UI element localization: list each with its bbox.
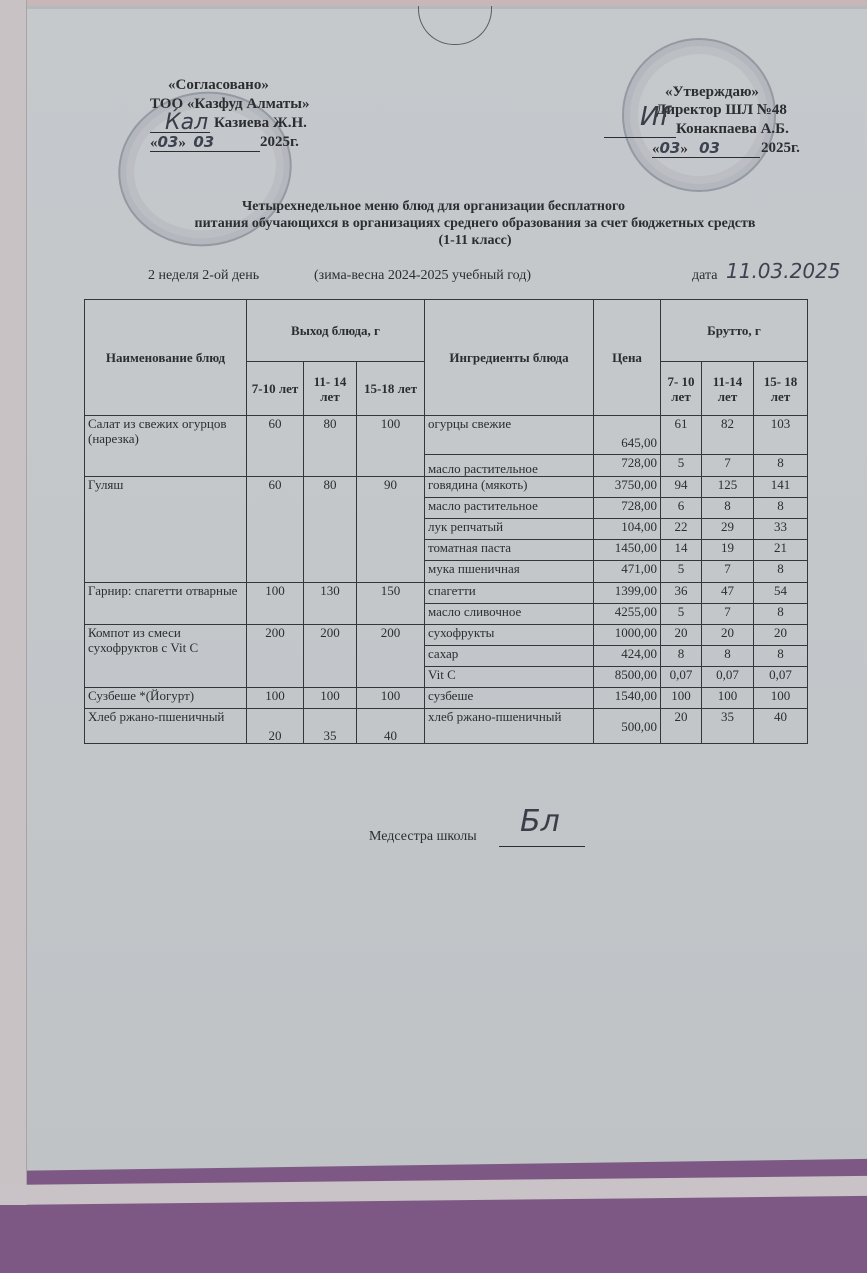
gross-15-18: 8 <box>754 561 808 583</box>
gross-15-18: 33 <box>754 519 808 540</box>
ingredient-name: масло сливочное <box>425 604 594 625</box>
gross-7-10: 0,07 <box>661 667 702 688</box>
dish-out-15-18: 150 <box>357 583 425 625</box>
gross-7-10: 14 <box>661 540 702 561</box>
approval-left-day: 03 <box>157 133 179 151</box>
ingredient-price: 1450,00 <box>594 540 661 561</box>
ingredient-name: говядина (мякоть) <box>425 477 594 498</box>
dish-out-11-14: 80 <box>304 477 357 583</box>
dish-out-7-10: 100 <box>247 583 304 625</box>
ingredient-price: 4255,00 <box>594 604 661 625</box>
dish-name: Компот из смеси сухофруктов с Vit C <box>85 625 247 688</box>
week-day: 2 неделя 2-ой день <box>148 268 260 283</box>
gross-7-10: 6 <box>661 498 702 519</box>
table-row <box>85 625 808 646</box>
ingredient-price: 1399,00 <box>594 583 661 604</box>
dish-name: Салат из свежих огурцов (нарезка) <box>85 416 247 477</box>
dish-out-11-14: 80 <box>304 416 357 477</box>
table-row <box>85 688 808 709</box>
gross-15-18: 20 <box>754 625 808 646</box>
ingredient-name: спагетти <box>425 583 594 604</box>
approval-right-signatory: Конакпаева А.Б. <box>676 121 789 137</box>
menu-table <box>84 299 808 744</box>
date-line-right <box>652 157 760 158</box>
gross-7-10: 36 <box>661 583 702 604</box>
dish-out-7-10: 20 <box>247 709 304 744</box>
document-title-line1: Четырехнедельное меню блюд для организации бесплатного <box>242 199 625 214</box>
gross-15-18: 141 <box>754 477 808 498</box>
date-line-left <box>150 151 260 152</box>
document-title-line3: (1-11 класс) <box>438 233 512 248</box>
ingredient-name: томатная паста <box>425 540 594 561</box>
gross-15-18: 40 <box>754 709 808 744</box>
nurse-signature-line <box>499 846 585 847</box>
ingredient-name: хлеб ржано-пшеничный <box>425 709 594 744</box>
gross-15-18: 8 <box>754 498 808 519</box>
ingredient-name: мука пшеничная <box>425 561 594 583</box>
ingredient-price: 645,00 <box>594 416 661 455</box>
ingredient-name: огурцы свежие <box>425 416 594 455</box>
approval-right-position: Директор ШЛ №48 <box>656 102 787 118</box>
dish-out-7-10: 60 <box>247 416 304 477</box>
dish-out-7-10: 100 <box>247 688 304 709</box>
header-output: Выход блюда, г <box>247 300 425 362</box>
gross-15-18: 8 <box>754 604 808 625</box>
gross-7-10: 61 <box>661 416 702 455</box>
date-quote: « <box>150 135 158 151</box>
approval-left-signatory: Казиева Ж.Н. <box>214 115 307 131</box>
ingredient-name: сухофрукты <box>425 625 594 646</box>
approval-right-day: 03 <box>659 139 681 157</box>
gross-11-14: 19 <box>702 540 754 561</box>
header-gross-11-14: 11-14 лет <box>702 362 754 416</box>
gross-15-18: 54 <box>754 583 808 604</box>
header-gross: Брутто, г <box>661 300 808 362</box>
dish-name: Хлеб ржано-пшеничный <box>85 709 247 744</box>
gross-15-18: 21 <box>754 540 808 561</box>
frame-bottom-rail <box>0 1176 867 1205</box>
dish-out-11-14: 100 <box>304 688 357 709</box>
gross-11-14: 35 <box>702 709 754 744</box>
gross-11-14: 100 <box>702 688 754 709</box>
dish-out-15-18: 100 <box>357 688 425 709</box>
ingredient-price: 728,00 <box>594 498 661 519</box>
ingredient-price: 1000,00 <box>594 625 661 646</box>
gross-15-18: 8 <box>754 646 808 667</box>
gross-15-18: 100 <box>754 688 808 709</box>
nurse-signature: Бл <box>520 804 560 839</box>
gross-11-14: 82 <box>702 416 754 455</box>
table-row <box>85 477 808 498</box>
gross-7-10: 94 <box>661 477 702 498</box>
dish-out-7-10: 60 <box>247 477 304 583</box>
signature-right: Иf <box>640 102 669 132</box>
gross-11-14: 20 <box>702 625 754 646</box>
gross-11-14: 7 <box>702 455 754 477</box>
ingredient-price: 728,00 <box>594 455 661 477</box>
table-row <box>85 583 808 604</box>
dish-name: Гуляш <box>85 477 247 583</box>
ingredient-name: сахар <box>425 646 594 667</box>
header-age-7-10: 7-10 лет <box>247 362 304 416</box>
dish-out-15-18: 100 <box>357 416 425 477</box>
gross-11-14: 0,07 <box>702 667 754 688</box>
dish-name: Сузбеше *(Йогурт) <box>85 688 247 709</box>
gross-7-10: 5 <box>661 604 702 625</box>
gross-11-14: 8 <box>702 498 754 519</box>
header-gross-15-18: 15- 18 лет <box>754 362 808 416</box>
ingredient-name: сузбеше <box>425 688 594 709</box>
gross-11-14: 8 <box>702 646 754 667</box>
gross-7-10: 100 <box>661 688 702 709</box>
ingredient-price: 104,00 <box>594 519 661 540</box>
gross-7-10: 20 <box>661 709 702 744</box>
approval-left-month: 03 <box>193 133 215 151</box>
approval-right-month: 03 <box>699 139 720 157</box>
ingredient-price: 471,00 <box>594 561 661 583</box>
gross-15-18: 0,07 <box>754 667 808 688</box>
approval-right-year: 2025г. <box>761 140 800 156</box>
gross-11-14: 7 <box>702 604 754 625</box>
header-age-15-18: 15-18 лет <box>357 362 425 416</box>
ingredient-price: 1540,00 <box>594 688 661 709</box>
signature-left: Ќал <box>165 110 209 135</box>
header-price: Цена <box>594 300 661 416</box>
header-dish-name: Наименование блюд <box>85 300 247 416</box>
dish-out-15-18: 200 <box>357 625 425 688</box>
ingredient-price: 500,00 <box>594 709 661 744</box>
ingredient-name: масло растительное <box>425 455 594 477</box>
date-value: 11.03.2025 <box>726 259 841 283</box>
approval-left-year: 2025г. <box>260 134 299 150</box>
approval-left-org: ТОО «Казфуд Алматы» <box>150 96 310 112</box>
table-row <box>85 709 808 744</box>
approval-left-date: «03» 03 <box>150 133 215 151</box>
dish-out-11-14: 35 <box>304 709 357 744</box>
ingredient-price: 8500,00 <box>594 667 661 688</box>
dish-out-11-14: 200 <box>304 625 357 688</box>
table-row <box>85 416 808 455</box>
gross-11-14: 47 <box>702 583 754 604</box>
approval-right-date: «03» 03 <box>652 139 720 157</box>
header-gross-7-10: 7- 10 лет <box>661 362 702 416</box>
approval-right-header: «Утверждаю» <box>665 84 759 100</box>
header-age-11-14: 11- 14 лет <box>304 362 357 416</box>
gross-7-10: 5 <box>661 455 702 477</box>
nurse-label: Медсестра школы <box>369 829 477 844</box>
gross-11-14: 125 <box>702 477 754 498</box>
gross-15-18: 103 <box>754 416 808 455</box>
dish-out-15-18: 90 <box>357 477 425 583</box>
approval-left-header: «Согласовано» <box>168 77 269 93</box>
dish-out-7-10: 200 <box>247 625 304 688</box>
ingredient-name: масло растительное <box>425 498 594 519</box>
gross-7-10: 5 <box>661 561 702 583</box>
gross-11-14: 7 <box>702 561 754 583</box>
season: (зима-весна 2024-2025 учебный год) <box>314 268 532 283</box>
document-title-line2: питания обучающихся в организациях среднего образования за счет бюджетных средств <box>194 216 756 231</box>
ingredient-price: 3750,00 <box>594 477 661 498</box>
gross-7-10: 22 <box>661 519 702 540</box>
ingredient-name: лук репчатый <box>425 519 594 540</box>
gross-11-14: 29 <box>702 519 754 540</box>
header-ingredients: Ингредиенты блюда <box>425 300 594 416</box>
ingredient-name: Vit C <box>425 667 594 688</box>
frame-left-rail <box>0 0 27 1205</box>
gross-15-18: 8 <box>754 455 808 477</box>
signature-line-right <box>604 137 676 138</box>
dish-name: Гарнир: спагетти отварные <box>85 583 247 625</box>
dish-out-11-14: 130 <box>304 583 357 625</box>
date-label: дата <box>692 268 718 283</box>
gross-7-10: 8 <box>661 646 702 667</box>
gross-7-10: 20 <box>661 625 702 646</box>
ingredient-price: 424,00 <box>594 646 661 667</box>
dish-out-15-18: 40 <box>357 709 425 744</box>
